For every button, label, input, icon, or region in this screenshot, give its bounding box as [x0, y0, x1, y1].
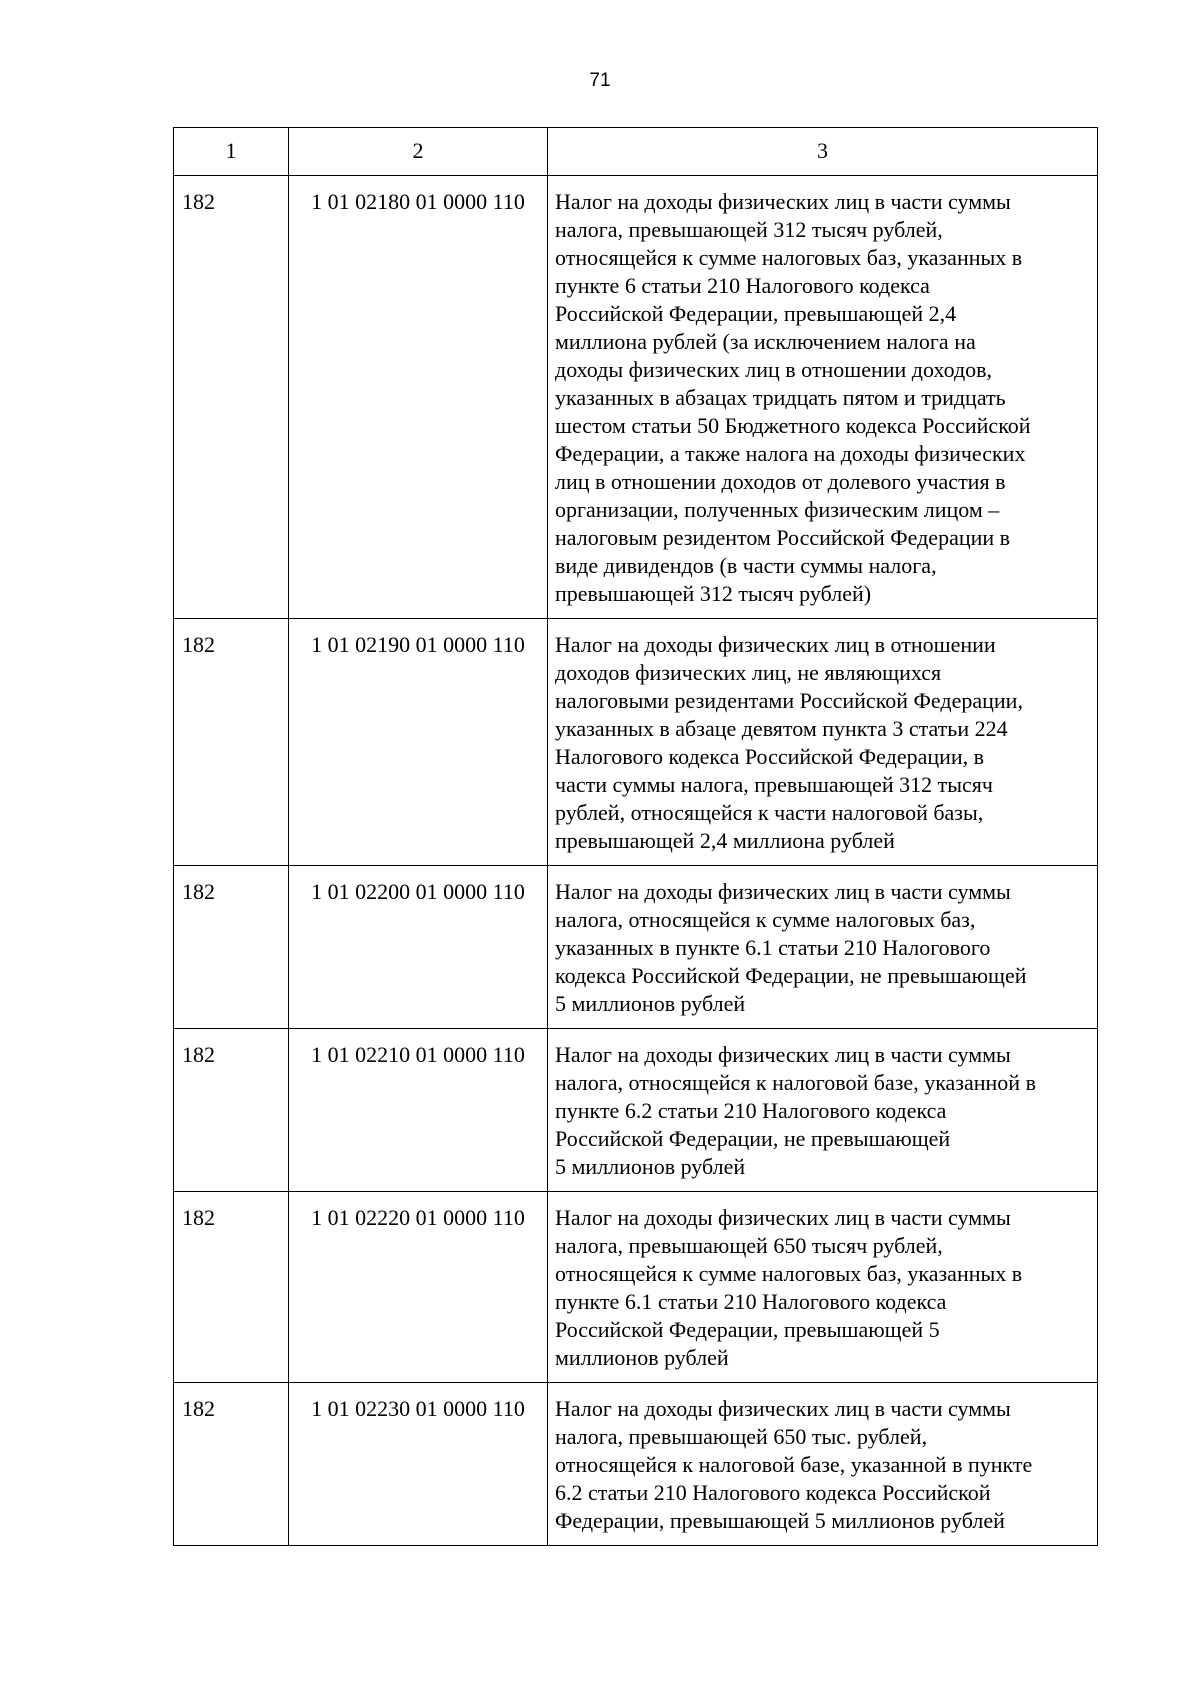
description-line: налоговыми резидентами Российской Федерации, [555, 688, 1023, 713]
description-line: относящейся к сумме налоговых баз, указанных в [555, 1261, 1023, 1286]
income-description-cell [548, 1192, 1098, 1383]
income-codes-table [173, 127, 1098, 1546]
description-line: части суммы налога, превышающей 312 тысяч [555, 772, 993, 797]
budget-classification-code-cell: 1 01 02190 01 0000 110 [289, 619, 548, 866]
table-header-row [174, 128, 1098, 176]
admin-code-cell: 182 [174, 1383, 289, 1546]
budget-classification-code-cell: 1 01 02230 01 0000 110 [289, 1383, 548, 1546]
description-line: Налог на доходы физических лиц в части суммы [555, 1396, 1011, 1421]
description-line: налога, относящейся к сумме налоговых баз, [555, 907, 976, 932]
description-line: налога, относящейся к налоговой базе, указанной в [555, 1070, 1036, 1095]
description-line: кодекса Российской Федерации, не превышающей [555, 963, 1027, 988]
description-line: указанных в пункте 6.1 статьи 210 Налогового [555, 935, 991, 960]
description-line: Российской Федерации, превышающей 5 [555, 1317, 940, 1342]
description-line: виде дивидендов (в части суммы налога, [555, 553, 937, 578]
description-line: Российской Федерации, не превышающей [555, 1126, 951, 1151]
income-description-cell [548, 619, 1098, 866]
description-line: относящейся к налоговой базе, указанной в пункте [555, 1452, 1033, 1477]
description-line: налоговым резидентом Российской Федерации в [555, 525, 1011, 550]
description-line: превышающей 2,4 миллиона рублей [555, 828, 895, 853]
description-line: Налог на доходы физических лиц в части суммы [555, 189, 1011, 214]
description-line: указанных в абзацах тридцать пятом и тридцать [555, 385, 1006, 410]
admin-code-cell: 182 [174, 1029, 289, 1192]
income-description-cell [548, 176, 1098, 619]
description-line: Федерации, а также налога на доходы физических [555, 441, 1026, 466]
table-body [174, 176, 1098, 1546]
column-header-2: 2 [289, 128, 548, 176]
description-line: миллионов рублей [555, 1345, 729, 1370]
budget-classification-code-cell: 1 01 02210 01 0000 110 [289, 1029, 548, 1192]
income-description-cell [548, 866, 1098, 1029]
admin-code-cell: 182 [174, 1192, 289, 1383]
description-line: Налог на доходы физических лиц в отношении [555, 632, 996, 657]
page-number: 71 [589, 70, 611, 91]
table-row [174, 1192, 1098, 1383]
description-line: лиц в отношении доходов от долевого участия в [555, 469, 1006, 494]
budget-classification-code-cell: 1 01 02200 01 0000 110 [289, 866, 548, 1029]
description-line: пункте 6 статьи 210 Налогового кодекса [555, 273, 930, 298]
description-line: доходов физических лиц, не являющихся [555, 660, 942, 685]
description-line: налога, превышающей 650 тыс. рублей, [555, 1424, 928, 1449]
table-row [174, 176, 1098, 619]
column-header-3: 3 [548, 128, 1098, 176]
description-line: Налогового кодекса Российской Федерации, в [555, 744, 985, 769]
description-line: 6.2 статьи 210 Налогового кодекса Российской [555, 1480, 991, 1505]
description-line: превышающей 312 тысяч рублей) [555, 581, 872, 606]
income-description-cell [548, 1029, 1098, 1192]
description-line: организации, полученных физическим лицом – [555, 497, 1000, 522]
description-line: Налог на доходы физических лиц в части суммы [555, 879, 1011, 904]
description-line: шестом статьи 50 Бюджетного кодекса Российской [555, 413, 1031, 438]
income-description-cell [548, 1383, 1098, 1546]
description-line: относящейся к сумме налоговых баз, указанных в [555, 245, 1023, 270]
description-line: 5 миллионов рублей [555, 991, 746, 1016]
description-line: 5 миллионов рублей [555, 1154, 746, 1179]
description-line: пункте 6.1 статьи 210 Налогового кодекса [555, 1289, 947, 1314]
description-line: Налог на доходы физических лиц в части суммы [555, 1205, 1011, 1230]
column-header-1: 1 [174, 128, 289, 176]
table-row [174, 1029, 1098, 1192]
description-line: Федерации, превышающей 5 миллионов рублей [555, 1508, 1005, 1533]
table-row [174, 619, 1098, 866]
admin-code-cell: 182 [174, 619, 289, 866]
description-line: рублей, относящейся к части налоговой базы, [555, 800, 984, 825]
admin-code-cell: 182 [174, 866, 289, 1029]
table-row [174, 1383, 1098, 1546]
description-line: указанных в абзаце девятом пункта 3 статьи 224 [555, 716, 1008, 741]
description-line: пункте 6.2 статьи 210 Налогового кодекса [555, 1098, 947, 1123]
budget-classification-code-cell: 1 01 02180 01 0000 110 [289, 176, 548, 619]
description-line: миллиона рублей (за исключением налога на [555, 329, 976, 354]
admin-code-cell: 182 [174, 176, 289, 619]
description-line: Российской Федерации, превышающей 2,4 [555, 301, 957, 326]
budget-classification-code-cell: 1 01 02220 01 0000 110 [289, 1192, 548, 1383]
description-line: Налог на доходы физических лиц в части суммы [555, 1042, 1011, 1067]
description-line: налога, превышающей 650 тысяч рублей, [555, 1233, 943, 1258]
table-row [174, 866, 1098, 1029]
description-line: налога, превышающей 312 тысяч рублей, [555, 217, 943, 242]
description-line: доходы физических лиц в отношении доходов, [555, 357, 993, 382]
